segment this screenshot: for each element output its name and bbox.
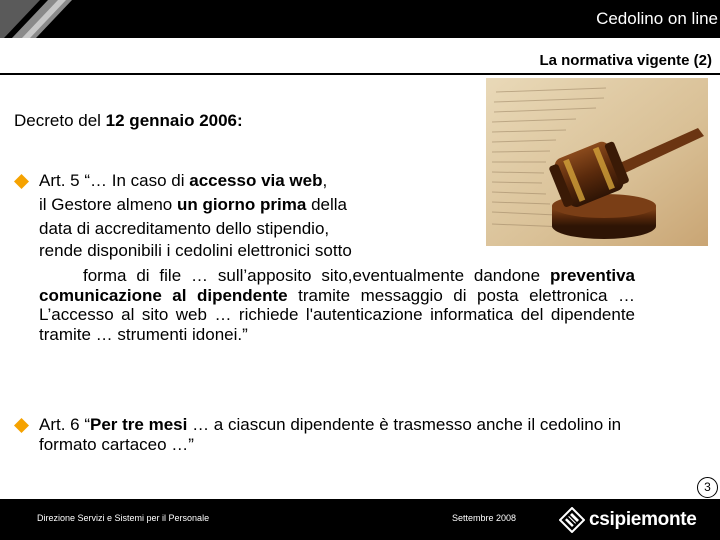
article5-bold: preventiva comunicazione al dipendente (39, 266, 635, 305)
article5-line2 (39, 195, 347, 215)
article5-text: , (322, 171, 328, 190)
footer-date: Settembre 2008 (452, 513, 517, 523)
article5-text: il Gestore almeno (39, 195, 177, 214)
slide-subtitle: La normativa vigente (2) (539, 52, 712, 69)
decree-heading-prefix: Decreto del (14, 111, 106, 130)
footer-department: Direzione Servizi e Sistemi per il Personale (37, 513, 210, 523)
subtitle-divider (0, 73, 720, 75)
article5-text: tramite messaggio di posta elettronica … L’accesso al sito web … richiede l'autenticazione informatica del dipendente tramite … strumenti idonei.” (39, 285, 635, 344)
csipiemonte-logo (559, 507, 719, 533)
article5-line4: rende disponibili i cedolini elettronici sotto (39, 241, 352, 260)
article6-bold: Per tre mesi (90, 415, 188, 434)
app-title: Cedolino on line (596, 9, 718, 28)
bullet-diamond-icon (14, 174, 29, 189)
logo-text: csipiemonte (589, 509, 697, 530)
logo-diamond-icon (559, 507, 585, 533)
decree-heading (14, 111, 243, 131)
article5-line3: data di accreditamento dello stipendio, (39, 219, 330, 238)
article5-line1 (39, 171, 327, 191)
bullet-diamond-icon (14, 418, 29, 433)
article6-text: Art. 6 “ (39, 415, 91, 434)
page-number: 3 (697, 477, 718, 498)
article5-text: Art. 5 “… In caso di (39, 171, 190, 190)
decree-date: 12 gennaio 2006: (105, 111, 243, 130)
article5-text: forma di file … sull’apposito sito,eventualmente dandone (83, 266, 550, 285)
article5-paragraph (39, 266, 635, 344)
header-decoration (0, 0, 100, 38)
gavel-image (486, 78, 708, 246)
article5-bold: accesso via web (189, 171, 323, 190)
article6-paragraph (39, 415, 639, 455)
footer-bar (0, 499, 720, 540)
top-bar (0, 0, 720, 38)
article6-text: … a ciascun dipendente è trasmesso anche il cedolino in formato cartaceo …” (39, 415, 622, 454)
article5-text: della (306, 195, 347, 214)
article5-bold: un giorno prima (176, 195, 307, 214)
